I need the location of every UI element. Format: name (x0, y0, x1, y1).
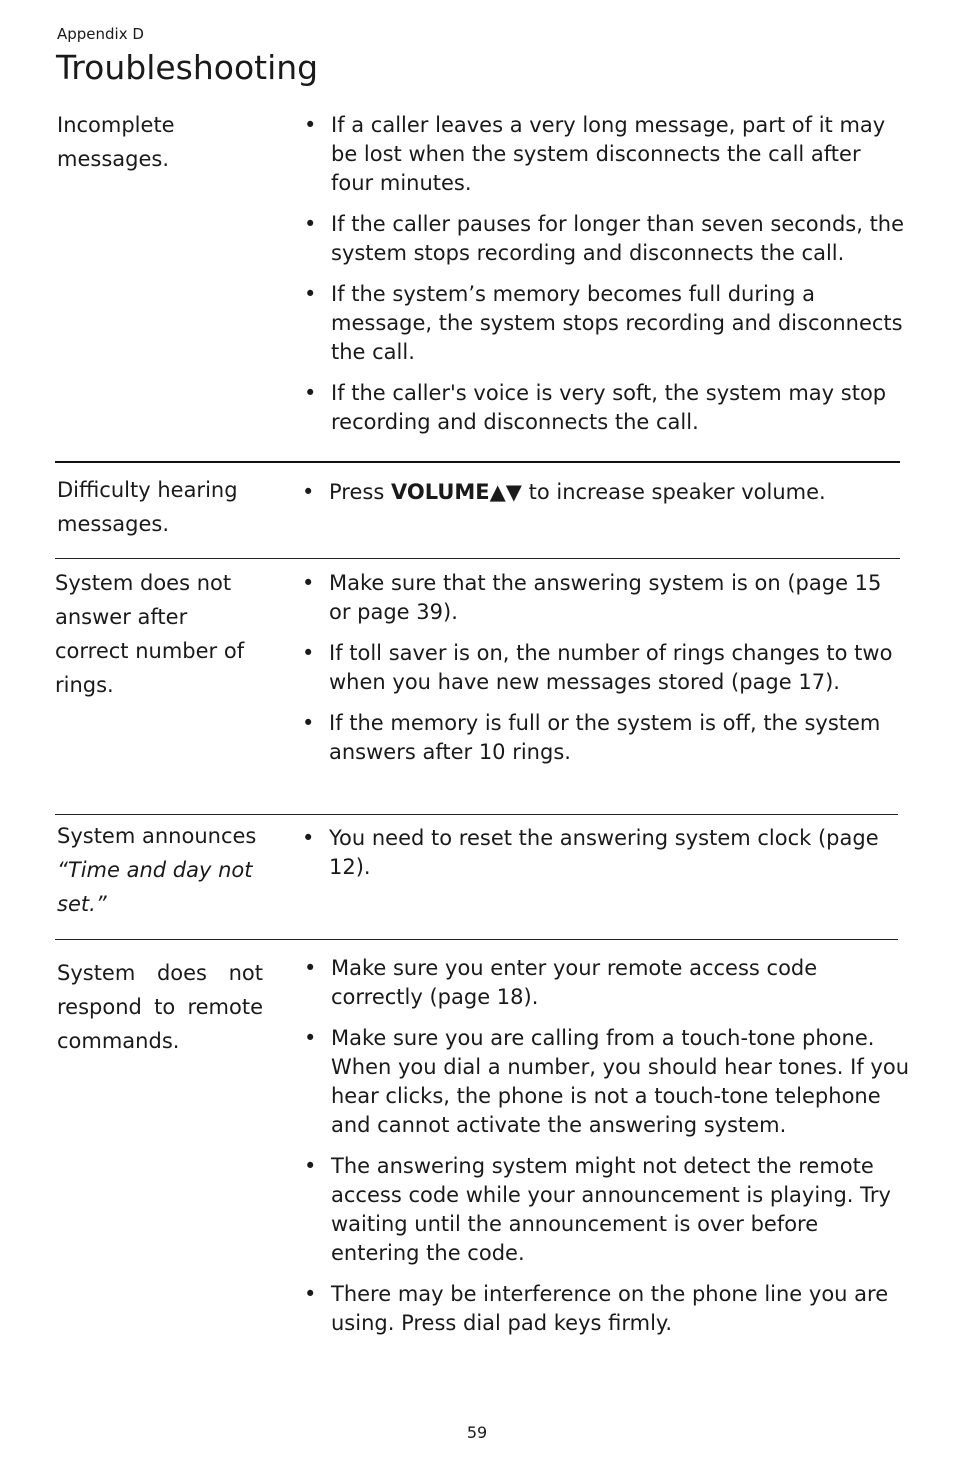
solution-item: • There may be interference on the phone line you are using. Press dial pad keys firmly. (301, 1280, 909, 1338)
solution-item: • The answering system might not detect the remote access code while your announcement is playing. Try waiting until the announcement is over before entering the code. (301, 1152, 909, 1268)
solution-item: • If the system’s memory becomes full during a message, the system stops recording and disconnects the call. (301, 280, 909, 367)
solution-item: • Make sure you are calling from a touch-tone phone. When you dial a number, you should hear tones. If you hear clicks, the phone is not a touch-tone telephone and cannot activate the answering system. (301, 1024, 909, 1140)
section-divider (55, 461, 900, 463)
solution-list (301, 111, 909, 449)
appendix-label: Appendix D (57, 25, 144, 43)
solution-item: • If a caller leaves a very long message, part of it may be lost when the system disconnects the call after four minutes. (301, 111, 909, 198)
section-divider (55, 558, 900, 559)
solution-list (299, 824, 907, 894)
solution-item (299, 478, 907, 507)
solution-item: • If toll saver is on, the number of rings changes to two when you have new messages stored (page 17). (299, 639, 907, 697)
solution-list (299, 478, 907, 519)
volume-key-label: VOLUME▲▼ (390, 480, 522, 504)
solution-list (299, 569, 907, 779)
solution-item: • If the caller pauses for longer than seven seconds, the system stops recording and disconnects the call. (301, 210, 909, 268)
problem-label (57, 819, 257, 921)
section-divider (55, 814, 898, 815)
page-title: Troubleshooting (56, 48, 319, 87)
solution-item: • Make sure that the answering system is on (page 15 or page 39). (299, 569, 907, 627)
page-number: 59 (466, 1423, 488, 1442)
problem-label: Incomplete messages. (57, 113, 175, 171)
problem-label: System does not respond to remote commands. (57, 961, 263, 1053)
solution-text: Press (329, 480, 391, 504)
solution-item: • You need to reset the answering system clock (page 12). (299, 824, 907, 882)
announcement-quote: “Time and day not set.” (57, 858, 253, 916)
problem-text: System announces (57, 824, 257, 848)
section-divider (55, 939, 898, 940)
solution-item: • If the caller's voice is very soft, the system may stop recording and disconnects the call. (301, 379, 909, 437)
solution-list (301, 954, 909, 1350)
problem-label: Difficulty hearing messages. (57, 478, 238, 536)
solution-item: • If the memory is full or the system is off, the system answers after 10 rings. (299, 709, 907, 767)
solution-text: to increase speaker volume. (521, 480, 826, 504)
problem-label: System does not answer after correct number of rings. (55, 571, 245, 697)
solution-item: • Make sure you enter your remote access code correctly (page 18). (301, 954, 909, 1012)
